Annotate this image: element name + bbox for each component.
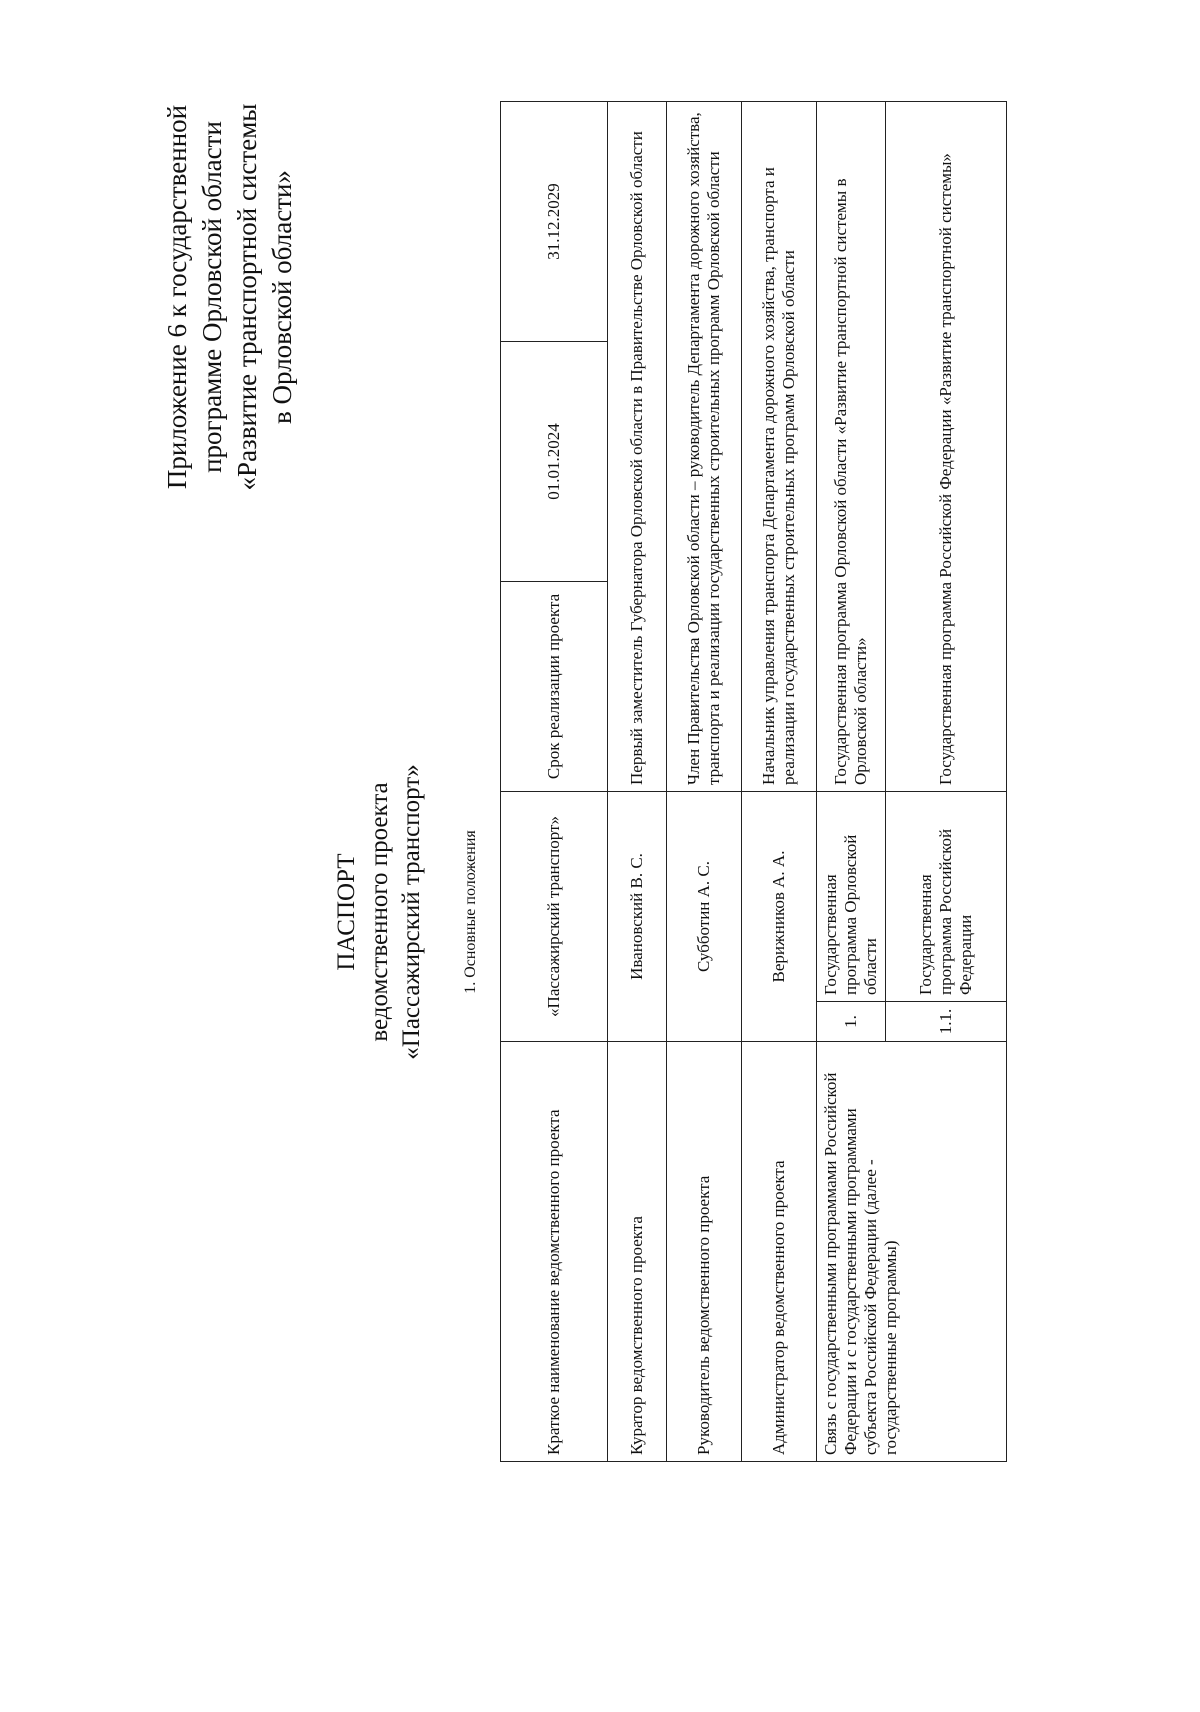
links-label: Связь с государственными программами Российской Федерации и с государственными программами субъекта Российской Федерации (далее - государственные программы) (817, 1042, 1007, 1462)
document-title (330, 612, 428, 1212)
table-row (742, 101, 817, 1461)
administrator-name: Верижников А. А. (742, 791, 817, 1041)
administrator-label: Администратор ведомственного проекта (742, 1042, 817, 1462)
short-name-label: Краткое наименование ведомственного проекта (501, 1042, 608, 1462)
passport-table (500, 101, 1007, 1462)
appendix-line-1: Приложение 6 к государственной (162, 104, 192, 490)
curator-label: Куратор ведомственного проекта (608, 1042, 667, 1462)
leader-name: Субботин А. С. (667, 791, 742, 1041)
link-program-name: Государственная программа Орловской области «Развитие транспортной системы в Орловской области» (817, 101, 886, 791)
table-row (501, 101, 608, 1461)
title-line-1: ПАСПОРТ (333, 853, 360, 971)
table-row (608, 101, 667, 1461)
table-row (817, 101, 886, 1461)
administrator-position: Начальник управления транспорта Департамента дорожного хозяйства, транспорта и реализации государственных строительных программ Орловской области (742, 101, 817, 791)
leader-position: Член Правительства Орловской области – руководитель Департамента дорожного хозяйства, транспорта и реализации государственных строительных программ Орловской области (667, 101, 742, 791)
period-start: 01.01.2024 (501, 341, 608, 581)
section-title: 1. Основные положения (462, 830, 479, 994)
appendix-line-3: «Развитие транспортной системы (232, 103, 262, 491)
link-num: 1.1. (886, 1002, 1007, 1042)
appendix-line-4: в Орловской области» (267, 170, 297, 424)
curator-name: Ивановский В. С. (608, 791, 667, 1041)
link-type: Государственная программа Орловской области (817, 791, 886, 1001)
period-end: 31.12.2029 (501, 101, 608, 341)
leader-label: Руководитель ведомственного проекта (667, 1042, 742, 1462)
title-line-3: «Пассажирский транспорт» (398, 764, 425, 1060)
link-type: Государственная программа Российской Федерации (886, 791, 1007, 1001)
title-line-2: ведомственного проекта (366, 782, 393, 1042)
table-row (667, 101, 742, 1461)
appendix-line-2: программе Орловской области (197, 121, 227, 473)
link-program-name: Государственная программа Российской Федерации «Развитие транспортной системы» (886, 101, 1007, 791)
appendix-note (160, 62, 300, 532)
link-num: 1. (817, 1002, 886, 1042)
curator-position: Первый заместитель Губернатора Орловской области в Правительстве Орловской области (608, 101, 667, 791)
short-name-value: «Пассажирский транспорт» (501, 791, 608, 1041)
period-label: Срок реализации проекта (501, 581, 608, 791)
